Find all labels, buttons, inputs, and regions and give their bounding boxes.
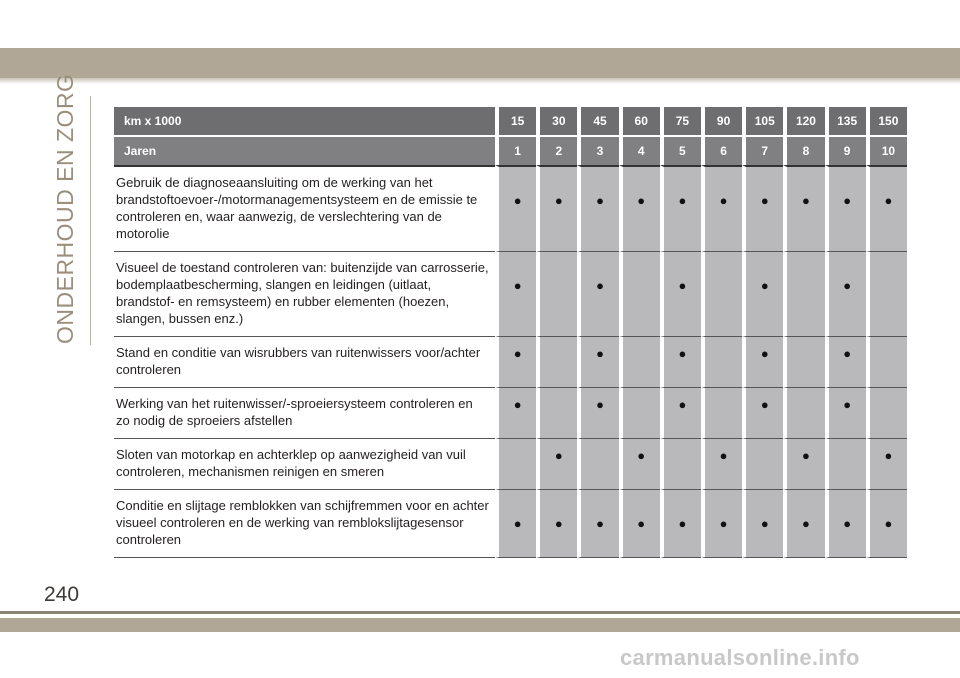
schedule-cell (495, 439, 536, 490)
schedule-cell (660, 337, 701, 388)
header-km-label: km x 1000 (114, 107, 495, 135)
scheduled-dot-icon: ● (513, 193, 522, 208)
schedule-cell (825, 490, 866, 558)
schedule-cell (495, 252, 536, 337)
scheduled-dot-icon: ● (513, 346, 522, 361)
scheduled-dot-icon: ● (760, 516, 769, 531)
scheduled-dot-icon: ● (760, 278, 769, 293)
schedule-cell (619, 439, 660, 490)
scheduled-dot-icon: ● (843, 278, 852, 293)
scheduled-dot-icon: ● (513, 397, 522, 412)
scheduled-dot-icon: ● (884, 516, 893, 531)
schedule-cell (742, 490, 783, 558)
schedule-cell (619, 388, 660, 439)
schedule-cell (536, 252, 577, 337)
schedule-cell (866, 490, 907, 558)
scheduled-dot-icon: ● (596, 193, 604, 208)
table-body (114, 165, 907, 558)
scheduled-dot-icon: ● (596, 397, 604, 412)
table-row (114, 490, 907, 558)
task-description: Gebruik de diagnoseaansluiting om de werking van het brandstoftoevoer-/motormanagementsysteem en de emissie te controleren en, waar aanwezig, de verslechtering van de motorolie (114, 165, 495, 252)
scheduled-dot-icon: ● (843, 397, 852, 412)
header-year-cell: 6 (701, 135, 742, 165)
schedule-cell (783, 337, 824, 388)
schedule-cell (742, 439, 783, 490)
page-number: 240 (44, 583, 80, 606)
schedule-cell (701, 439, 742, 490)
header-km-cell: 75 (660, 107, 701, 135)
schedule-cell (495, 337, 536, 388)
schedule-cell (536, 165, 577, 252)
maintenance-schedule-table (114, 107, 907, 558)
schedule-cell (577, 165, 618, 252)
scheduled-dot-icon: ● (843, 516, 852, 531)
schedule-cell (866, 337, 907, 388)
scheduled-dot-icon: ● (513, 278, 522, 293)
scheduled-dot-icon: ● (554, 448, 563, 463)
schedule-cell (577, 252, 618, 337)
scheduled-dot-icon: ● (678, 193, 687, 208)
scheduled-dot-icon: ● (760, 346, 769, 361)
scheduled-dot-icon: ● (843, 346, 852, 361)
header-year-cell: 7 (742, 135, 783, 165)
schedule-cell (783, 490, 824, 558)
schedule-cell (866, 252, 907, 337)
schedule-cell (783, 439, 824, 490)
header-years-label: Jaren (114, 135, 495, 165)
header-year-cell: 1 (495, 135, 536, 165)
scheduled-dot-icon: ● (719, 448, 728, 463)
scheduled-dot-icon: ● (554, 193, 563, 208)
header-km-cell: 105 (742, 107, 783, 135)
schedule-cell (825, 439, 866, 490)
header-km-cell: 135 (825, 107, 866, 135)
footer-rule (0, 611, 960, 614)
task-description: Werking van het ruitenwisser/-sproeiersysteem controleren en zo nodig de sproeiers afstellen (114, 388, 495, 439)
scheduled-dot-icon: ● (760, 397, 769, 412)
scheduled-dot-icon: ● (678, 278, 687, 293)
schedule-cell (660, 165, 701, 252)
table-row (114, 337, 907, 388)
schedule-cell (742, 388, 783, 439)
schedule-cell (619, 490, 660, 558)
schedule-cell (783, 388, 824, 439)
scheduled-dot-icon: ● (678, 397, 687, 412)
scheduled-dot-icon: ● (843, 193, 852, 208)
schedule-cell (660, 388, 701, 439)
scheduled-dot-icon: ● (513, 516, 522, 531)
table-row (114, 439, 907, 490)
schedule-cell (701, 337, 742, 388)
schedule-cell (742, 252, 783, 337)
scheduled-dot-icon: ● (596, 346, 604, 361)
header-band (0, 48, 960, 78)
schedule-cell (742, 337, 783, 388)
schedule-cell (701, 490, 742, 558)
scheduled-dot-icon: ● (596, 278, 604, 293)
scheduled-dot-icon: ● (637, 448, 646, 463)
scheduled-dot-icon: ● (678, 516, 687, 531)
schedule-cell (825, 252, 866, 337)
schedule-cell (660, 439, 701, 490)
header-km-cell: 120 (783, 107, 824, 135)
header-km-cell: 15 (495, 107, 536, 135)
scheduled-dot-icon: ● (554, 516, 563, 531)
task-description: Conditie en slijtage remblokken van schijfremmen voor en achter visueel controleren en de werking van remblokslijtagesensor controleren (114, 490, 495, 558)
header-year-cell: 9 (825, 135, 866, 165)
schedule-cell (866, 165, 907, 252)
schedule-cell (825, 337, 866, 388)
schedule-cell (536, 439, 577, 490)
scheduled-dot-icon: ● (719, 516, 728, 531)
header-year-cell: 5 (660, 135, 701, 165)
table-row (114, 165, 907, 252)
table-row (114, 252, 907, 337)
header-km-cell: 30 (536, 107, 577, 135)
header-km-cell: 45 (577, 107, 618, 135)
schedule-cell (536, 388, 577, 439)
schedule-cell (866, 439, 907, 490)
header-year-cell: 4 (619, 135, 660, 165)
schedule-cell (825, 165, 866, 252)
watermark: carmanualsonline.info (620, 645, 860, 670)
schedule-cell (825, 388, 866, 439)
schedule-cell (495, 165, 536, 252)
task-description: Sloten van motorkap en achterklep op aanwezigheid van vuil controleren, mechanismen reinigen en smeren (114, 439, 495, 490)
header-km-cell: 90 (701, 107, 742, 135)
scheduled-dot-icon: ● (637, 193, 646, 208)
schedule-cell (866, 388, 907, 439)
section-title: ONDERHOUD EN ZORG (52, 73, 78, 344)
section-divider (90, 96, 91, 345)
scheduled-dot-icon: ● (719, 193, 728, 208)
schedule-cell (495, 490, 536, 558)
schedule-cell (660, 252, 701, 337)
schedule-cell (536, 337, 577, 388)
header-year-cell: 2 (536, 135, 577, 165)
schedule-cell (783, 252, 824, 337)
schedule-cell (495, 388, 536, 439)
schedule-cell (577, 490, 618, 558)
schedule-cell (701, 252, 742, 337)
scheduled-dot-icon: ● (596, 516, 604, 531)
header-year-cell: 8 (783, 135, 824, 165)
schedule-cell (619, 337, 660, 388)
schedule-cell (783, 165, 824, 252)
schedule-cell (619, 252, 660, 337)
header-km-cell: 150 (866, 107, 907, 135)
schedule-cell (619, 165, 660, 252)
schedule-cell (701, 388, 742, 439)
schedule-cell (577, 439, 618, 490)
scheduled-dot-icon: ● (802, 516, 810, 531)
schedule-cell (701, 165, 742, 252)
table-row (114, 388, 907, 439)
task-description: Stand en conditie van wisrubbers van ruitenwissers voor/achter controleren (114, 337, 495, 388)
schedule-cell (742, 165, 783, 252)
scheduled-dot-icon: ● (637, 516, 646, 531)
header-row-km (114, 107, 907, 135)
schedule-cell (577, 388, 618, 439)
header-year-cell: 3 (577, 135, 618, 165)
header-year-cell: 10 (866, 135, 907, 165)
header-band-shadow (0, 78, 960, 84)
task-description: Visueel de toestand controleren van: buitenzijde van carrosserie, bodemplaatbescherming, slangen en leidingen (uitlaat, brandstof- en remsysteem) en rubber elementen (hoezen, slangen, bussen enz.) (114, 252, 495, 337)
footer-band (0, 618, 960, 632)
header-row-years (114, 135, 907, 165)
scheduled-dot-icon: ● (678, 346, 687, 361)
scheduled-dot-icon: ● (802, 193, 810, 208)
header-km-cell: 60 (619, 107, 660, 135)
scheduled-dot-icon: ● (884, 193, 893, 208)
scheduled-dot-icon: ● (760, 193, 769, 208)
schedule-cell (536, 490, 577, 558)
scheduled-dot-icon: ● (884, 448, 893, 463)
scheduled-dot-icon: ● (802, 448, 810, 463)
schedule-cell (577, 337, 618, 388)
schedule-cell (660, 490, 701, 558)
